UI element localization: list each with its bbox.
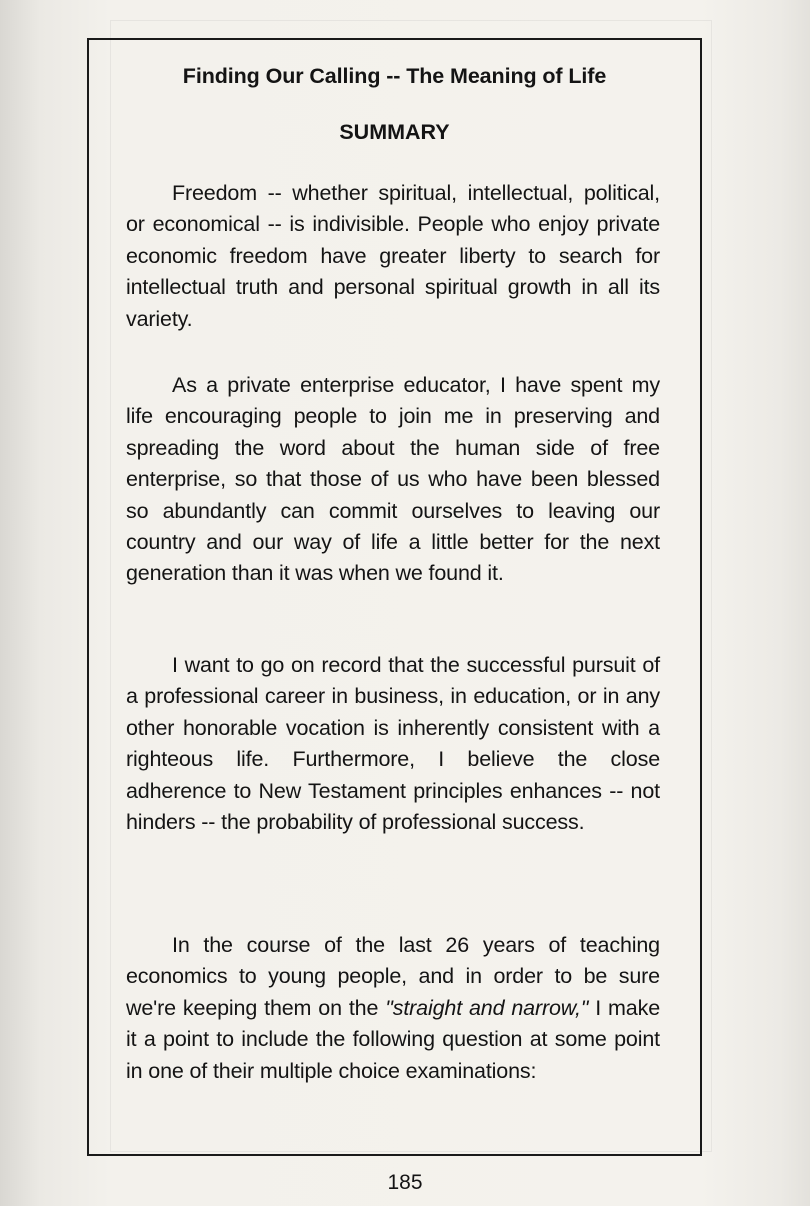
section-heading: SUMMARY xyxy=(339,120,450,144)
paragraph-course-lead: In the course of the last 26 years of teaching economics to young people, and in order to be sure we're keeping them on the xyxy=(126,933,660,1020)
paragraph-freedom: Freedom -- whether spiritual, intellectual, political, or economical -- is indivisible. People who enjoy private economic freedom have greater liberty to search for intellectual truth and personal spiritual growth in all its variety. xyxy=(126,181,660,331)
page-number: 185 xyxy=(387,1171,423,1194)
emphasis-straight-and-narrow: "straight and narrow," xyxy=(385,995,589,1020)
summary-box xyxy=(87,38,702,1156)
chapter-title: Finding Our Calling -- The Meaning of Life xyxy=(182,64,607,88)
paragraph-educator: As a private enterprise educator, I have spent my life encouraging people to join me in preserving and spreading the word about the human side of free enterprise, so that those of us who have been blessed so abundantly can commit ourselves to leaving our country and our way of life a little better for the next generation than it was when we found it. xyxy=(126,373,660,586)
paragraph-course-tail: I make it a point to include the following question at some point in one of their multiple choice examinations: xyxy=(126,995,660,1083)
paragraph-career: I want to go on record that the successful pursuit of a professional career in business, in education, or in any other honorable vocation is inherently consistent with a righteous life. Furthermore, I believe the close adherence to New Testament principles enhances -- not hinders -- the probability of professional success. xyxy=(126,653,660,835)
paragraph-course xyxy=(126,930,660,1087)
